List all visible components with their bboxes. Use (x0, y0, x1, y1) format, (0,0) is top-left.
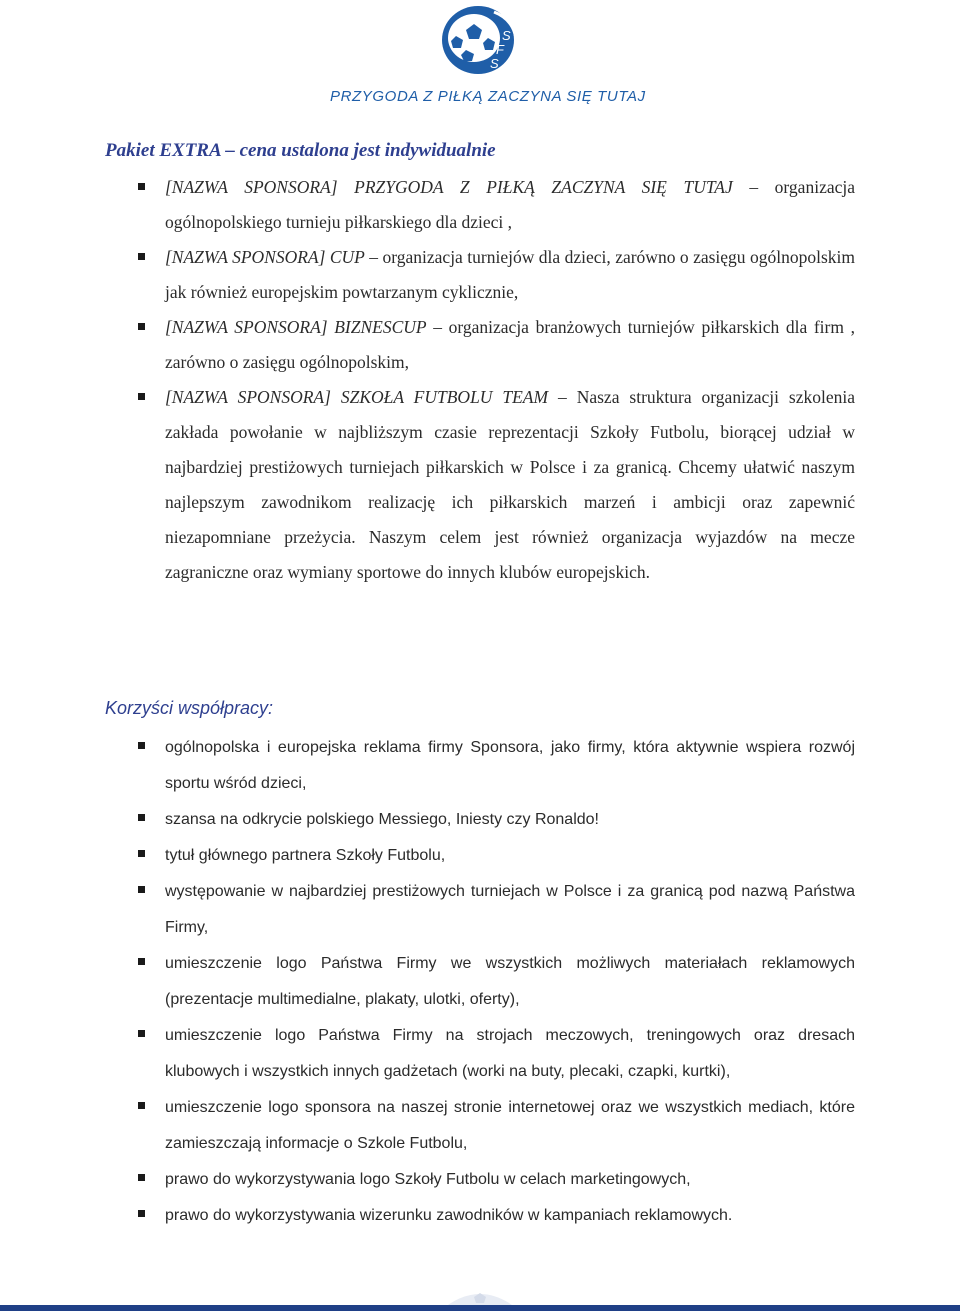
square-bullet-icon (138, 323, 145, 330)
list-item (105, 170, 855, 240)
item-text: – organizacja turniejów dla dzieci, zarówno o zasięgu ogólnopolskim jak również europejskim powtarzanym cyklicznie, (165, 247, 856, 302)
logo-letter-f: F (496, 42, 504, 57)
item-text: umieszczenie logo Państwa Firmy we wszystkich możliwych materiałach reklamowych (prezentacje multimedialne, plakaty, ulotki, oferty), (165, 955, 855, 1008)
list-item (105, 240, 855, 310)
item-text: – organizacja branżowych turniejów piłkarskich dla firm , zarówno o zasięgu ogólnopolskim, (165, 317, 855, 372)
list-item (105, 1018, 855, 1090)
item-text: umieszczenie logo sponsora na naszej stronie internetowej oraz we wszystkich mediach, które zamieszczają informacje o Szkole Futbolu, (165, 1099, 855, 1152)
header-tagline: PRZYGODA Z PIŁKĄ ZACZYNA SIĘ TUTAJ (330, 88, 646, 105)
item-lead: [NAZWA SPONSORA] SZKOŁA FUTBOLU TEAM (165, 387, 549, 407)
extra-package-title: Pakiet EXTRA – cena ustalona jest indywidualnie (105, 140, 496, 161)
item-text: umieszczenie logo Państwa Firmy na strojach meczowych, treningowych oraz dresach klubowych i wszystkich innych gadżetach (worki na buty, plecaki, czapki, kurtki), (165, 1027, 855, 1080)
item-text: występowanie w najbardziej prestiżowych turniejach w Polsce i za granicą pod nazwą Państwa Firmy, (165, 883, 855, 936)
square-bullet-icon (138, 850, 145, 857)
square-bullet-icon (138, 1174, 145, 1181)
extra-package-list (105, 170, 855, 590)
item-lead: [NAZWA SPONSORA] PRZYGODA Z PIŁKĄ ZACZYNA SIĘ TUTAJ (165, 177, 733, 197)
list-item (105, 380, 855, 590)
list-item (105, 730, 855, 802)
list-item (105, 874, 855, 946)
item-text: tytuł głównego partnera Szkoły Futbolu, (165, 847, 446, 864)
square-bullet-icon (138, 958, 145, 965)
item-text: ogólnopolska i europejska reklama firmy Sponsora, jako firmy, która aktywnie wspiera rozwój sportu wśród dzieci, (165, 739, 855, 792)
item-text: prawo do wykorzystywania logo Szkoły Futbolu w celach marketingowych, (165, 1171, 691, 1188)
square-bullet-icon (138, 1102, 145, 1109)
list-item (105, 310, 855, 380)
list-item (105, 1162, 855, 1198)
item-lead: [NAZWA SPONSORA] CUP (165, 247, 365, 267)
square-bullet-icon (138, 393, 145, 400)
square-bullet-icon (138, 1210, 145, 1217)
square-bullet-icon (138, 742, 145, 749)
soccer-ball-logo-icon (436, 2, 528, 80)
benefits-list (105, 730, 855, 1234)
list-item (105, 946, 855, 1018)
square-bullet-icon (138, 183, 145, 190)
list-item (105, 838, 855, 874)
benefits-title: Korzyści współpracy: (105, 698, 274, 718)
footer-divider (0, 1305, 960, 1311)
square-bullet-icon (138, 814, 145, 821)
list-item (105, 802, 855, 838)
logo-letter-s2: S (490, 56, 499, 71)
list-item (105, 1090, 855, 1162)
item-text: prawo do wykorzystywania wizerunku zawodników w kampaniach reklamowych. (165, 1207, 733, 1224)
logo-letter-s1: S (502, 28, 511, 43)
item-text: – Nasza struktura organizacji szkolenia zakłada powołanie w najbliższym czasie reprezentacji Szkoły Futbolu, biorącej udział w najbardziej prestiżowych turniejach piłkarskich w Polsce i za granicą. Chcemy ułatwić naszym najlepszym zawodnikom realizację ich piłkarskich marzeń i ambicji oraz zapewnić niezapomniane przeżycia. Naszym celem jest również organizacja wyjazdów na mecze zagraniczne oraz wymiany sportowe do innych klubów europejskich. (165, 387, 855, 582)
square-bullet-icon (138, 253, 145, 260)
item-text: szansa na odkrycie polskiego Messiego, Iniesty czy Ronaldo! (165, 811, 599, 828)
item-text: – organizacja ogólnopolskiego turnieju piłkarskiego dla dzieci , (165, 177, 855, 232)
square-bullet-icon (138, 1030, 145, 1037)
square-bullet-icon (138, 886, 145, 893)
list-item (105, 1198, 855, 1234)
item-lead: [NAZWA SPONSORA] BIZNESCUP (165, 317, 427, 337)
